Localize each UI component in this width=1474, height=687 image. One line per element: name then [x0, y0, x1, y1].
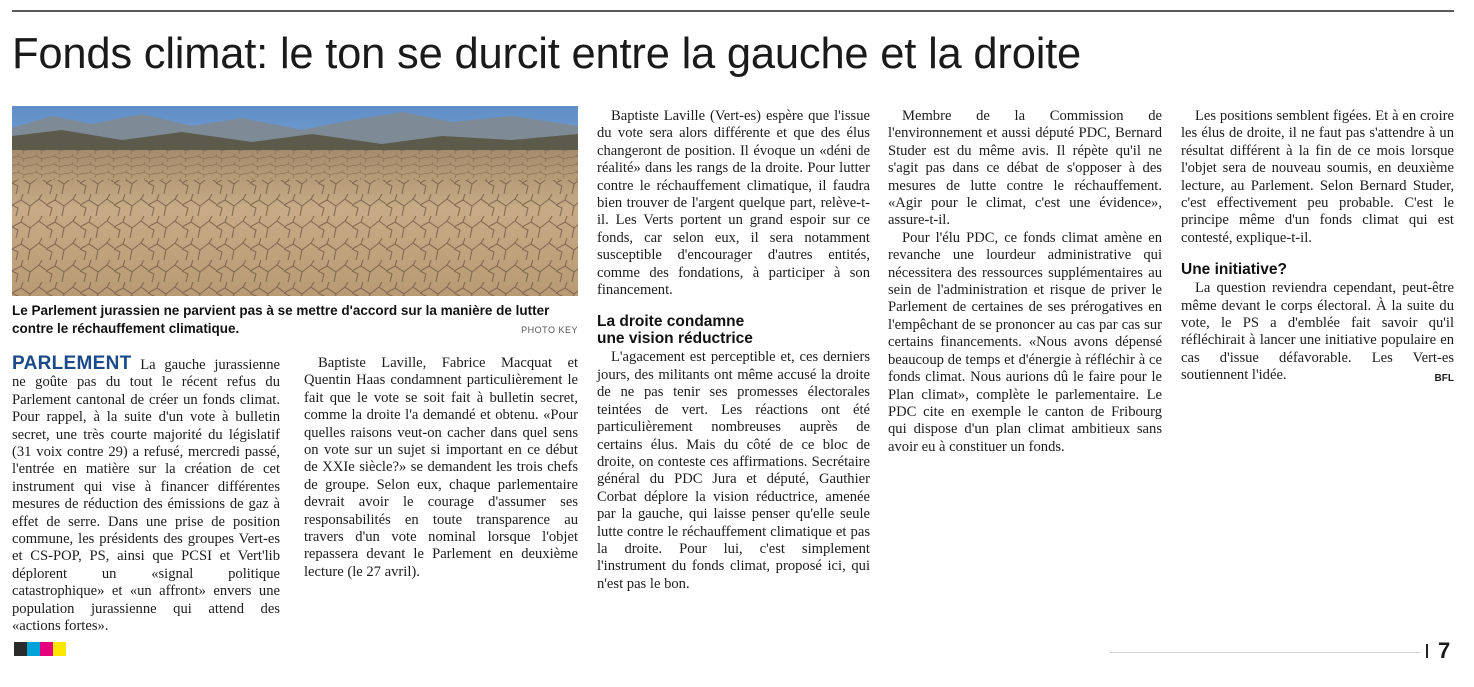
subheading-line-1: La droite condamne	[597, 313, 745, 331]
article-column-1	[12, 355, 280, 636]
subheading-line-2: une vision réductrice	[597, 330, 753, 348]
color-registration-bar	[14, 642, 66, 656]
color-swatch-magenta	[40, 642, 53, 656]
subheading-droite	[597, 313, 870, 347]
paragraph-8	[1181, 280, 1454, 384]
page-number: 7	[1438, 638, 1451, 663]
lead-paragraph	[12, 355, 280, 636]
paragraph-2: Baptiste Laville, Fabrice Macquat et Quentin Haas condamnent particulièrement le fait que le vote se soit fait à bulletin secret, comme la droite l'a demandé et obtenu. «Pour quelles raisons veut-on cacher dans quel sens on vote sur un sujet si important en ce début de XXIe siècle?» se demandent les trois chefs de groupe. Selon eux, chaque parlementaire devrait avoir le courage d'assumer ses responsabilités en toute transparence au travers d'un vote nominal lorsque l'objet repassera devant le Parlement en deuxième lecture (le 27 avril).	[304, 355, 578, 580]
top-rule	[12, 10, 1454, 12]
paragraph-8-text: La question reviendra cependant, peut-être même devant le corps électoral. À la suite du vote, le PS a d'emblée fait savoir qu'il réfléchirait à lancer une initiative populaire en cas d'issue défavorable. Les Vert-es soutiennent l'idée.	[1181, 280, 1454, 384]
color-swatch-black	[14, 642, 27, 656]
photo-caption	[12, 302, 578, 338]
article-column-2	[304, 355, 578, 581]
color-swatch-cyan	[27, 642, 40, 656]
caption-text: Le Parlement jurassien ne parvient pas à se mettre d'accord sur la manière de lutter contre le réchauffement climatique.	[12, 303, 550, 336]
paragraph-1: La gauche jurassienne ne goûte pas du tout le récent refus du Parlement cantonal de créer un fonds climat. Pour rappel, à la suite d'un vote à bulletin secret, une très courte majorité du législatif (31 voix contre 29) a refusé, mercredi passé, l'entrée en matière sur la création de cet instrument qui vise à financer différentes mesures de réduction des émissions de gaz à effet de serre. Dans une prise de position commune, les présidents des groupes Vert-es et CS-POP, PS, ainsi que PCSI et Vert'lib déplorent un «signal politique catastrophique» et «un affront» envers une population jurassienne qui attend des «actions fortes».	[12, 357, 280, 635]
article-photo	[12, 106, 578, 296]
color-swatch-yellow	[53, 642, 66, 656]
kicker: PARLEMENT	[12, 353, 132, 374]
headline: Fonds climat: le ton se durcit entre la gauche et la droite	[12, 30, 1082, 78]
paragraph-5: Membre de la Commission de l'environnement et aussi député PDC, Bernard Studer est du même avis. Il répète qu'il ne s'agit pas dans ce débat de s'opposer à des mesures de lutte contre le réchauffement. «Agir pour le climat, c'est une évidence», assure-t-il.	[888, 108, 1162, 229]
paragraph-4: L'agacement est perceptible et, ces derniers jours, des militants ont même accusé la droite de ne pas tenir ses promesses électorales teintées de vert. Les réactions ont été particulièrement nombreuses auprès de certains élus. Mais du côté de ce bloc de droite, on conteste ces affirmations. Secrétaire général du PDC Jura et député, Gauthier Corbat déplore la vision réductrice, amenée par la gauche, qui laisse penser qu'elle seule lutte contre le réchauffement climatique et pas la droite. Pour lui, c'est simplement l'instrument du fonds climat, proposé ici, qui n'est pas le bon.	[597, 349, 870, 592]
article-column-5	[1181, 108, 1454, 388]
drought-landscape-icon	[12, 106, 578, 296]
photo-credit: PHOTO KEY	[521, 325, 578, 335]
paragraph-6: Pour l'élu PDC, ce fonds climat amène en revanche une lourdeur administrative qui nécessitera des ressources supplémentaires au sein de l'administration et risque de priver le Parlement de certaines de ses prérogatives en l'empêchant de se prononcer au cas par cas sur certains financements. «Nous avons dépensé beaucoup de temps et d'énergie à réfléchir à ce fonds climat. Nous aurions dû le faire pour le Plan climat», complète le parlementaire. Le PDC cite en exemple le canton de Fribourg qui dispose d'un plan climat ambitieux sans avoir eu à constituer un fonds.	[888, 229, 1162, 455]
author-signature: BFL	[1434, 373, 1454, 385]
article-column-4	[888, 108, 1162, 456]
footer-rule	[1110, 652, 1420, 653]
folio-separator	[1426, 644, 1428, 658]
paragraph-7: Les positions semblent figées. Et à en croire les élus de droite, il ne faut pas s'attendre à un résultat différent à la fin de ce mois lorsque l'objet sera de nouveau soumis, en deuxième lecture, au Parlement. Selon Bernard Studer, c'est effectivement peu probable. C'est le principe même d'un fonds climat qui est contesté, explique-t-il.	[1181, 108, 1454, 246]
subheading-initiative: Une initiative?	[1181, 261, 1287, 279]
article-column-3	[597, 108, 870, 593]
paragraph-3: Baptiste Laville (Vert-es) espère que l'issue du vote sera alors différente et que des élus changeront de position. Il évoque un «déni de réalité» dans les rangs de la droite. Pour lutter contre le réchauffement climatique, il faudra bien trouver de l'argent quelque part, relève-t-il. Les Verts portent un grand espoir sur ce fonds, car selon eux, il sera notamment susceptible d'encourager d'autres entités, comme des fondations, à participer à son financement.	[597, 108, 870, 299]
